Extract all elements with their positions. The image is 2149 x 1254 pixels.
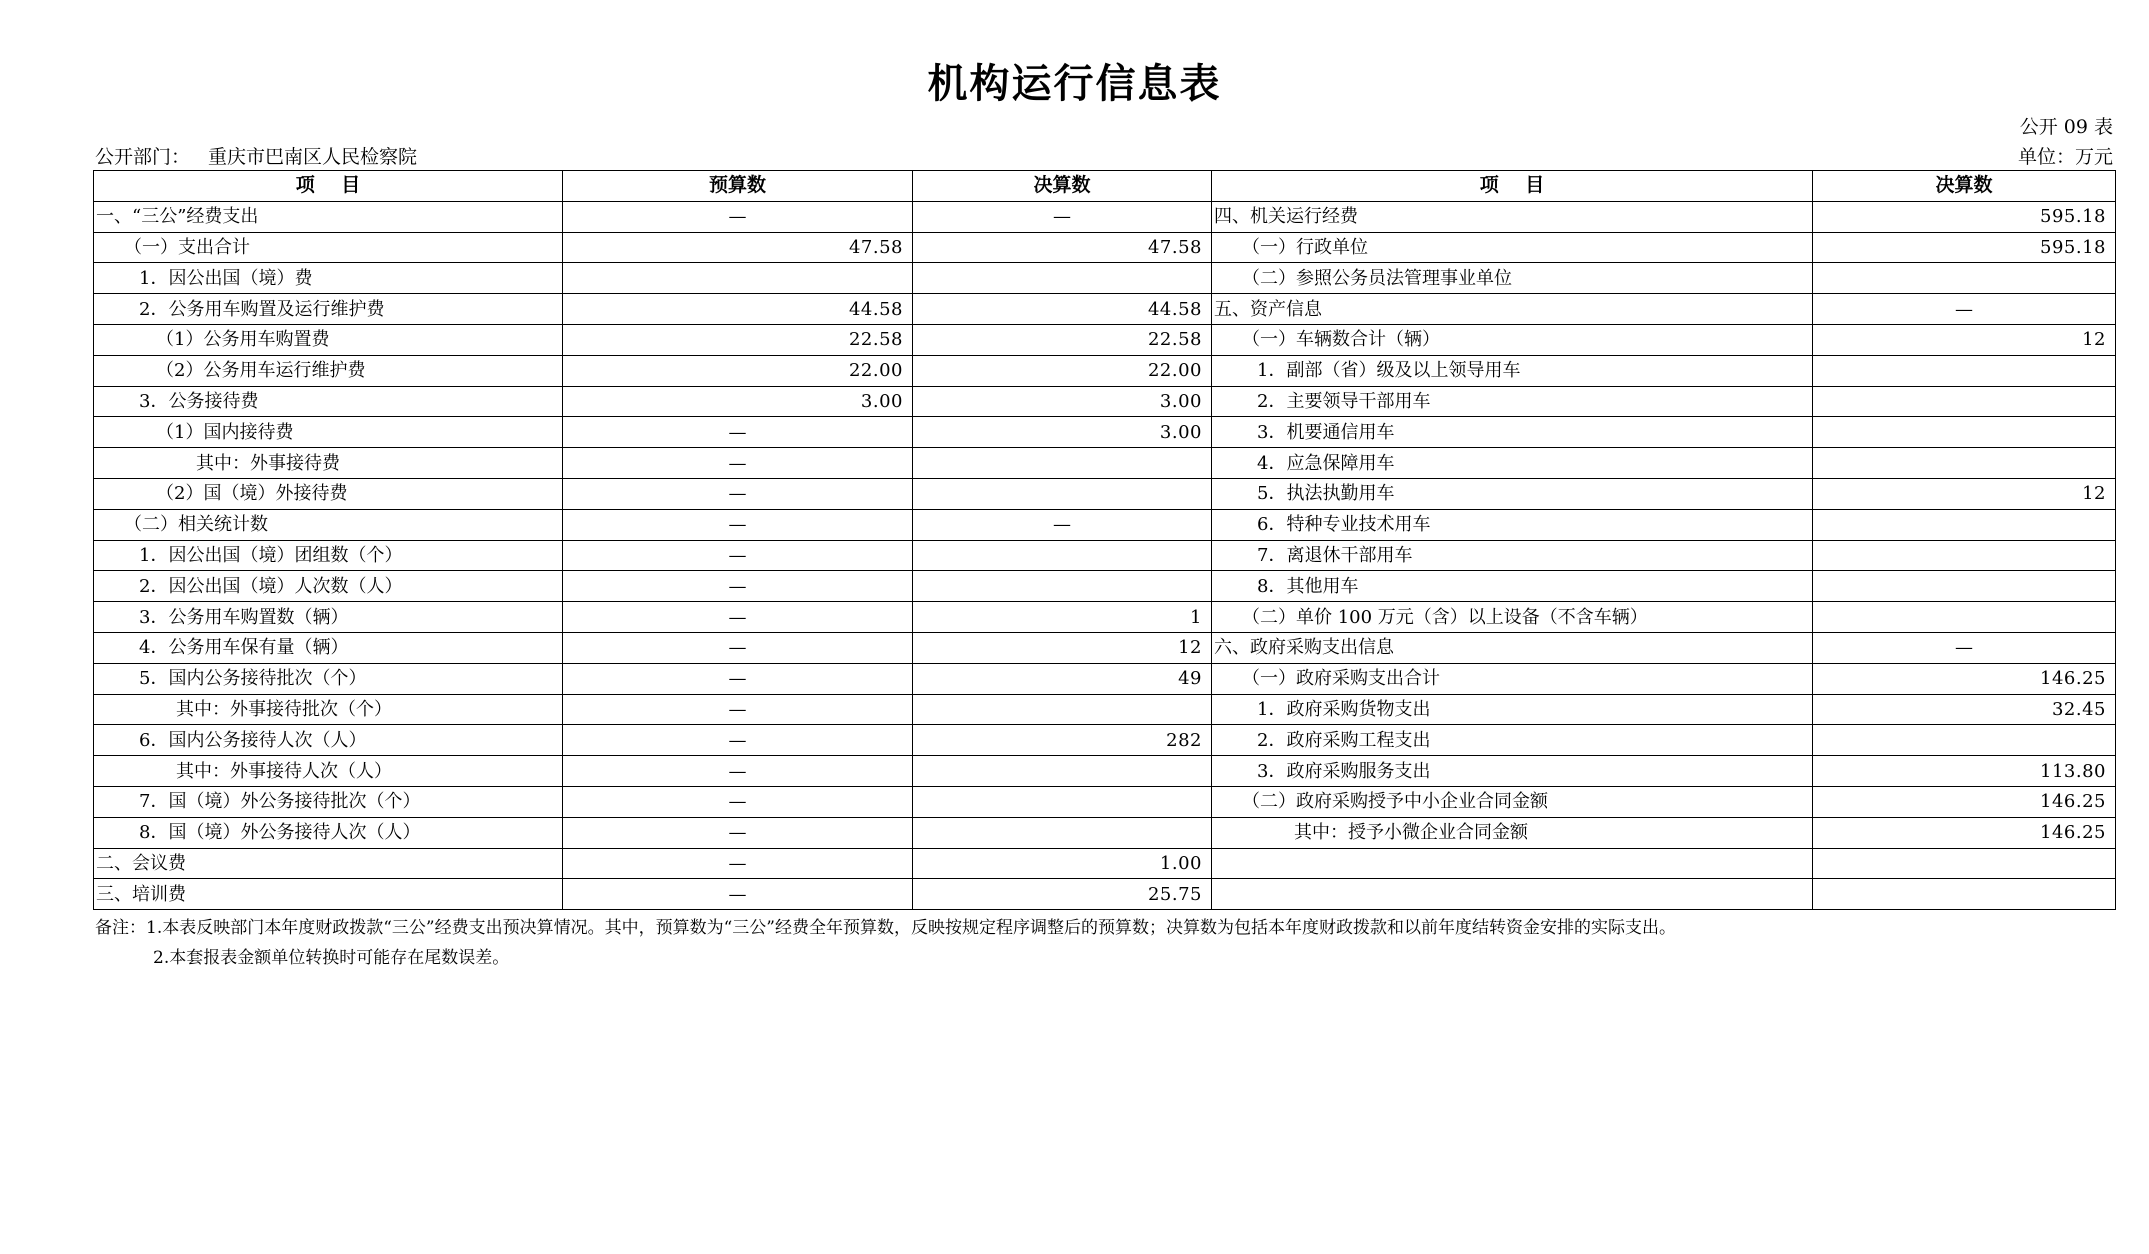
final-right-cell [1813,417,2116,448]
left-item-cell: 1．因公出国（境）团组数（个） [94,540,563,571]
table-row [94,848,2116,879]
final-left-cell [913,786,1212,817]
left-item-cell: 7．国（境）外公务接待批次（个） [94,786,563,817]
final-right-cell: 113.80 [1813,756,2116,787]
budget-cell: — [563,448,913,479]
right-item-cell: 6．特种专业技术用车 [1212,509,1813,540]
budget-cell: 22.58 [563,324,913,355]
table-body [94,201,2116,909]
left-item-cell: （1）公务用车购置费 [94,324,563,355]
final-right-cell [1813,602,2116,633]
left-item-cell: 4．公务用车保有量（辆） [94,632,563,663]
table-row [94,263,2116,294]
budget-cell [563,263,913,294]
info-table [93,170,2116,910]
final-right-cell [1813,879,2116,910]
final-right-cell [1813,509,2116,540]
final-right-cell: 146.25 [1813,663,2116,694]
final-left-cell: 1.00 [913,848,1212,879]
final-right-cell [1813,448,2116,479]
budget-cell: — [563,786,913,817]
right-item-cell: 五、资产信息 [1212,294,1813,325]
final-left-cell: 3.00 [913,386,1212,417]
header-budget: 预算数 [563,171,913,202]
unit-label: 单位：万元 [2017,146,2113,168]
right-item-cell: 7．离退休干部用车 [1212,540,1813,571]
final-right-cell [1813,725,2116,756]
right-item-cell: 4．应急保障用车 [1212,448,1813,479]
budget-cell: — [563,756,913,787]
table-row [94,294,2116,325]
right-item-cell: （二）参照公务员法管理事业单位 [1212,263,1813,294]
table-row [94,817,2116,848]
left-item-cell: 其中：外事接待人次（人） [94,756,563,787]
table-row [94,509,2116,540]
table-row [94,756,2116,787]
final-left-cell: 44.58 [913,294,1212,325]
budget-cell: — [563,571,913,602]
final-left-cell: 47.58 [913,232,1212,263]
table-row [94,201,2116,232]
table-row [94,725,2116,756]
right-item-cell: 5．执法执勤用车 [1212,478,1813,509]
left-item-cell: 一、“三公”经费支出 [94,201,563,232]
budget-cell: — [563,848,913,879]
final-right-cell [1813,540,2116,571]
final-left-cell [913,263,1212,294]
budget-cell: — [563,663,913,694]
final-right-cell: 12 [1813,478,2116,509]
table-row [94,786,2116,817]
final-left-cell [913,478,1212,509]
final-left-cell [913,694,1212,725]
final-right-cell: — [1813,632,2116,663]
final-left-cell: 22.00 [913,355,1212,386]
final-left-cell [913,817,1212,848]
table-row [94,694,2116,725]
note-2: 2.本套报表金额单位转换时可能存在尾数误差。 [153,948,510,968]
budget-cell: — [563,694,913,725]
final-left-cell [913,448,1212,479]
department-name: 重庆市巴南区人民检察院 [208,146,418,168]
right-item-cell: 2．政府采购工程支出 [1212,725,1813,756]
budget-cell: — [563,602,913,633]
right-item-cell: 8．其他用车 [1212,571,1813,602]
left-item-cell: 8．国（境）外公务接待人次（人） [94,817,563,848]
left-item-cell: （二）相关统计数 [94,509,563,540]
final-left-cell: 49 [913,663,1212,694]
right-item-cell: 3．政府采购服务支出 [1212,756,1813,787]
budget-cell: — [563,417,913,448]
left-item-cell: 其中：外事接待费 [94,448,563,479]
right-item-cell: 六、政府采购支出信息 [1212,632,1813,663]
header-item-left: 项 目 [94,171,563,202]
right-item-cell: 其中：授予小微企业合同金额 [1212,817,1813,848]
right-item-cell: （二）单价 100 万元（含）以上设备（不含车辆） [1212,602,1813,633]
budget-cell: — [563,201,913,232]
right-item-cell: 1．政府采购货物支出 [1212,694,1813,725]
budget-cell: 47.58 [563,232,913,263]
final-left-cell: 22.58 [913,324,1212,355]
final-right-cell [1813,386,2116,417]
final-left-cell: 25.75 [913,879,1212,910]
header-item-right: 项 目 [1212,171,1813,202]
budget-cell: — [563,540,913,571]
budget-cell: — [563,725,913,756]
budget-cell: 22.00 [563,355,913,386]
budget-cell: 3.00 [563,386,913,417]
final-right-cell [1813,571,2116,602]
final-left-cell: 1 [913,602,1212,633]
table-code: 公开 09 表 [2019,116,2113,138]
header-final-left: 决算数 [913,171,1212,202]
final-right-cell: 595.18 [1813,201,2116,232]
final-right-cell: 12 [1813,324,2116,355]
final-right-cell: 32.45 [1813,694,2116,725]
final-right-cell [1813,263,2116,294]
table-row [94,663,2116,694]
final-left-cell: — [913,201,1212,232]
page-title: 机构运行信息表 [927,61,1222,107]
final-left-cell [913,756,1212,787]
table-row [94,355,2116,386]
budget-cell: — [563,478,913,509]
right-item-cell: （二）政府采购授予中小企业合同金额 [1212,786,1813,817]
right-item-cell: 3．机要通信用车 [1212,417,1813,448]
final-right-cell [1813,848,2116,879]
department-line [95,142,417,169]
table-row [94,232,2116,263]
table-row [94,386,2116,417]
right-item-cell: （一）车辆数合计（辆） [1212,324,1813,355]
table-header-row [94,171,2116,202]
right-item-cell: （一）政府采购支出合计 [1212,663,1813,694]
budget-cell: — [563,879,913,910]
budget-cell: — [563,817,913,848]
final-left-cell: 282 [913,725,1212,756]
left-item-cell: （2）国（境）外接待费 [94,478,563,509]
right-item-cell: 2．主要领导干部用车 [1212,386,1813,417]
final-left-cell: — [913,509,1212,540]
left-item-cell: 2．公务用车购置及运行维护费 [94,294,563,325]
final-right-cell [1813,355,2116,386]
left-item-cell: （2）公务用车运行维护费 [94,355,563,386]
left-item-cell: 二、会议费 [94,848,563,879]
left-item-cell: 2．因公出国（境）人次数（人） [94,571,563,602]
header-final-right: 决算数 [1813,171,2116,202]
final-right-cell: 146.25 [1813,786,2116,817]
final-left-cell [913,571,1212,602]
table-row [94,602,2116,633]
right-item-cell: 四、机关运行经费 [1212,201,1813,232]
budget-cell: — [563,632,913,663]
table-row [94,571,2116,602]
left-item-cell: 5．国内公务接待批次（个） [94,663,563,694]
table-row [94,478,2116,509]
left-item-cell: 6．国内公务接待人次（人） [94,725,563,756]
left-item-cell: 3．公务接待费 [94,386,563,417]
budget-cell: — [563,509,913,540]
final-left-cell: 3.00 [913,417,1212,448]
table-row [94,632,2116,663]
right-item-cell: 1．副部（省）级及以上领导用车 [1212,355,1813,386]
right-item-cell [1212,879,1813,910]
table-row [94,324,2116,355]
table-row [94,540,2116,571]
department-label: 公开部门： [95,146,191,168]
final-left-cell [913,540,1212,571]
table-row [94,417,2116,448]
final-right-cell: — [1813,294,2116,325]
left-item-cell: （一）支出合计 [94,232,563,263]
note-1: 备注：1.本表反映部门本年度财政拨款“三公”经费支出预决算情况。其中，预算数为“三公”经费全年预算数，反映按规定程序调整后的预算数；决算数为包括本年度财政拨款和以前年度结转资金安排的实际支出。 [95,918,1676,938]
final-right-cell: 595.18 [1813,232,2116,263]
notes [95,913,1676,973]
budget-cell: 44.58 [563,294,913,325]
final-left-cell: 12 [913,632,1212,663]
final-right-cell: 146.25 [1813,817,2116,848]
left-item-cell: 三、培训费 [94,879,563,910]
left-item-cell: 其中：外事接待批次（个） [94,694,563,725]
left-item-cell: 3．公务用车购置数（辆） [94,602,563,633]
left-item-cell: 1．因公出国（境）费 [94,263,563,294]
table-row [94,879,2116,910]
table-row [94,448,2116,479]
left-item-cell: （1）国内接待费 [94,417,563,448]
right-item-cell [1212,848,1813,879]
right-item-cell: （一）行政单位 [1212,232,1813,263]
